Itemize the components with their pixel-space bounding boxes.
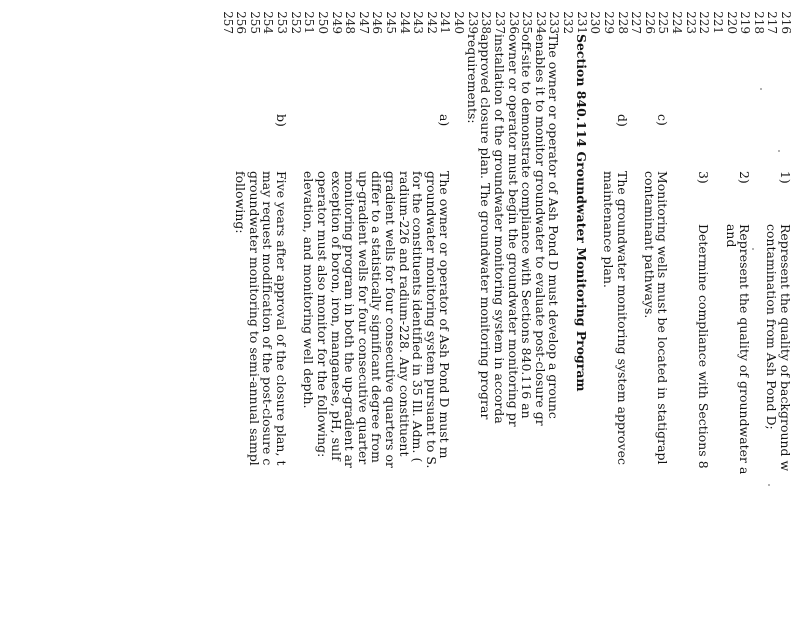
item-b-line: following: xyxy=(233,171,249,234)
line-number: 230 xyxy=(588,11,603,34)
item-label: c) xyxy=(655,114,671,126)
line-number: 235 xyxy=(520,11,535,34)
line-number: 224 xyxy=(670,11,685,34)
line-number: 240 xyxy=(452,11,467,34)
item-b-line: groundwater monitoring to semi-annual sampl xyxy=(246,171,262,466)
line-number: 241 xyxy=(438,11,453,34)
section-heading: Section 840.114 Groundwater Monitoring Program xyxy=(573,34,589,392)
scan-speck xyxy=(778,150,780,152)
section-intro-line: owner or operator must begin the groundwater monitoring pr xyxy=(505,34,521,427)
item-label: d) xyxy=(614,114,630,127)
section-intro-line: The owner or operator of Ash Pond D must develop a grounc xyxy=(546,34,562,419)
line-number: 257 xyxy=(220,11,235,34)
section-intro-line: enables it to monitor groundwater to evaluate post-closure gr xyxy=(532,34,548,426)
line-number: 220 xyxy=(724,11,739,34)
line-number: 236 xyxy=(506,11,521,34)
item-a-line: radium-226 and radium-228. Any constituent xyxy=(396,171,412,457)
line-number: 254 xyxy=(261,11,276,34)
item-label: b) xyxy=(274,114,290,127)
line-number: 216 xyxy=(779,11,793,34)
item-a-line: monitoring program in both the up-gradient ar xyxy=(342,171,358,468)
item-text: Monitoring wells must be located in statigrapl xyxy=(655,171,671,465)
item-a-line: differ to a statistically significant degree from xyxy=(369,171,385,463)
item-text: maintenance plan. xyxy=(600,171,616,288)
line-number: 221 xyxy=(710,11,725,34)
line-number: 252 xyxy=(288,11,303,34)
section-intro-line: off-site to demonstrate compliance with Sections 840.116 an xyxy=(519,34,535,419)
line-number: 253 xyxy=(275,11,290,34)
line-number: 243 xyxy=(411,11,426,34)
line-number: 223 xyxy=(683,11,698,34)
item-label: 2) xyxy=(737,171,753,184)
line-number: 225 xyxy=(656,11,671,34)
section-intro-line: requirements: xyxy=(464,34,480,124)
item-label: a) xyxy=(437,114,453,127)
line-number: 231 xyxy=(574,11,589,34)
item-text: Represent the quality of background w xyxy=(778,224,793,472)
line-number: 251 xyxy=(302,11,317,34)
line-number: 239 xyxy=(465,11,480,34)
item-a-line: groundwater monitoring system pursuant to S. xyxy=(423,171,439,469)
item-b-line: may request modification of the post-closure c xyxy=(260,171,276,466)
item-a-line: exception of boron, iron, manganese, pH, sulf xyxy=(328,171,344,461)
line-number: 248 xyxy=(343,11,358,34)
line-number: 234 xyxy=(533,11,548,34)
line-number: 238 xyxy=(479,11,494,34)
section-intro-line: installation of the groundwater monitoring system in accorda xyxy=(491,34,507,424)
item-a-line: elevation, and monitoring well depth. xyxy=(301,171,317,409)
line-number: 219 xyxy=(738,11,753,34)
line-number: 245 xyxy=(384,11,399,34)
item-text: and xyxy=(723,224,739,248)
line-number: 249 xyxy=(329,11,344,34)
item-a-line: for the constituents identified in 35 Ill. Adm. ( xyxy=(410,171,426,463)
item-a-line: The owner or operator of Ash Pond D must m xyxy=(437,171,453,459)
item-label: 3) xyxy=(696,171,712,184)
line-number: 255 xyxy=(247,11,262,34)
line-number: 218 xyxy=(751,11,766,34)
item-a-line: gradient wells for four consecutive quarters or xyxy=(383,171,399,469)
line-number: 217 xyxy=(765,11,780,34)
line-number: 229 xyxy=(601,11,616,34)
line-number: 232 xyxy=(561,11,576,34)
item-text: Represent the quality of groundwater a xyxy=(737,224,753,475)
section-intro-line: approved closure plan. The groundwater monitoring prograr xyxy=(478,34,494,420)
item-text: contaminant pathways. xyxy=(641,171,657,319)
line-number: 228 xyxy=(615,11,630,34)
item-text: contamination from Ash Pond D; xyxy=(764,224,780,430)
line-number: 244 xyxy=(397,11,412,34)
line-number: 247 xyxy=(356,11,371,34)
item-text: Determine compliance with Sections 8 xyxy=(696,224,712,469)
line-number: 233 xyxy=(547,11,562,34)
item-text: The groundwater monitoring system approvec xyxy=(614,171,630,465)
scan-speck xyxy=(752,248,754,250)
line-number: 256 xyxy=(234,11,249,34)
item-b-line: Five years after approval of the closure plan, t xyxy=(274,171,290,466)
line-number: 246 xyxy=(370,11,385,34)
item-a-line: up-gradient wells for four consecutive quarter xyxy=(355,171,371,465)
line-number: 250 xyxy=(315,11,330,34)
line-number: 222 xyxy=(697,11,712,34)
line-number: 237 xyxy=(492,11,507,34)
line-number: 242 xyxy=(424,11,439,34)
scan-speck xyxy=(760,88,762,90)
item-label: 1) xyxy=(778,171,793,184)
scan-speck xyxy=(768,484,770,486)
line-number: 226 xyxy=(642,11,657,34)
item-a-line: operator must also monitor for the following: xyxy=(314,171,330,458)
line-number: 227 xyxy=(629,11,644,34)
